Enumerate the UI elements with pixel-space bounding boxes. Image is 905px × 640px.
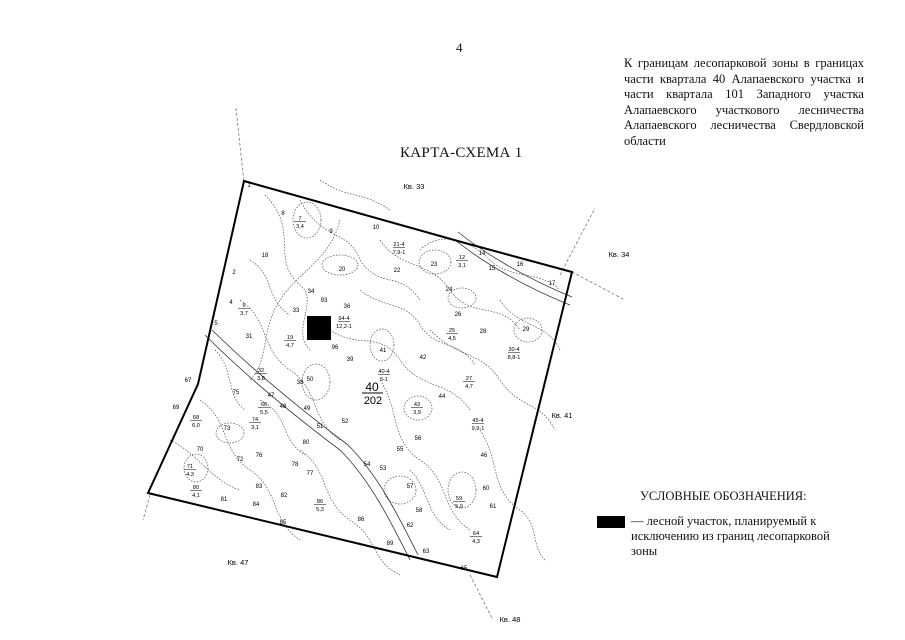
- plot-fraction-den: 4,3: [472, 539, 480, 545]
- excluded-forest-plot: [307, 316, 331, 340]
- plot-fraction-num: 68: [192, 415, 200, 421]
- plot-number: 84: [252, 502, 260, 508]
- plot-number: 72: [236, 457, 244, 463]
- plot-fraction-num: 64: [472, 531, 480, 537]
- plot-fraction-den: 5-1: [379, 377, 389, 383]
- plot-fraction-num: 94-4: [338, 316, 350, 322]
- plot-fraction-den: 9,9-1: [471, 426, 485, 432]
- plot-number: 1: [247, 183, 251, 189]
- plot-fraction-den: 4,7: [286, 343, 294, 349]
- plot-number: 26: [454, 312, 462, 318]
- plot-fraction-den: 3,8: [257, 376, 265, 382]
- plot-number: 50: [306, 377, 314, 383]
- plot-number: 53: [379, 466, 387, 472]
- legend-swatch: [597, 516, 625, 528]
- plot-number: 89: [386, 541, 394, 547]
- plot-fraction-den: 12,2-1: [336, 324, 352, 330]
- plot-number: 31: [245, 334, 253, 340]
- plot-number: 16: [516, 262, 524, 268]
- plot-number: 2: [232, 270, 236, 276]
- plot-number: 75: [232, 390, 240, 396]
- neighbor-quarter-label: Кв. 48: [499, 615, 521, 624]
- plot-number: 61: [489, 504, 497, 510]
- plot-number: 5: [214, 321, 218, 327]
- plot-number: 78: [291, 462, 299, 468]
- plot-number: 15: [488, 266, 496, 272]
- plot-number: 9: [329, 229, 333, 235]
- plot-fraction-den: 8,8-1: [507, 355, 521, 361]
- plot-number: 58: [415, 508, 423, 514]
- map-title: КАРТА-СХЕМА 1: [400, 145, 523, 161]
- plot-fraction-den: 7,9-1: [392, 250, 406, 256]
- plot-fraction-den: 3,1: [458, 263, 466, 269]
- plot-number: 46: [480, 453, 488, 459]
- plot-fraction-den: 4,3: [186, 472, 194, 478]
- plot-number: 34: [307, 289, 315, 295]
- plot-number: 23: [430, 262, 438, 268]
- plot-fraction-num: 6: [242, 303, 246, 309]
- plot-number: 77: [306, 471, 314, 477]
- plot-number: 69: [172, 405, 180, 411]
- plot-fraction-num: 25: [448, 328, 456, 334]
- plot-fraction-den: 4,7: [465, 384, 473, 390]
- plot-fraction-num: 27: [465, 376, 473, 382]
- plot-number: 48: [279, 404, 287, 410]
- plot-number: 47: [267, 393, 275, 399]
- plot-fraction-num: 80: [192, 485, 200, 491]
- plot-number: 38: [296, 380, 304, 386]
- plot-number: 17: [548, 281, 556, 287]
- legend-title: УСЛОВНЫЕ ОБОЗНАЧЕНИЯ:: [640, 489, 807, 503]
- plot-number: 82: [280, 493, 288, 499]
- plot-fraction-num: 43: [413, 402, 421, 408]
- plot-number: 67: [184, 378, 192, 384]
- plot-number: 93: [320, 298, 328, 304]
- plot-number: 24: [445, 287, 453, 293]
- quarter-area: 202: [363, 395, 383, 407]
- plot-number: 70: [196, 447, 204, 453]
- plot-number: 63: [422, 549, 430, 555]
- plot-fraction-num: 71: [186, 464, 194, 470]
- plot-number: 51: [316, 424, 324, 430]
- plot-number: 96: [331, 345, 339, 351]
- plot-fraction-den: 5,3: [316, 507, 324, 513]
- plot-fraction-num: 32: [257, 368, 265, 374]
- plot-fraction-den: 5,9: [455, 504, 463, 510]
- plot-fraction-den: 4,1: [192, 493, 200, 499]
- plot-number: 60: [482, 486, 490, 492]
- plot-fraction-num: 19: [286, 335, 294, 341]
- plot-number: 73: [223, 426, 231, 432]
- neighbor-labels: [228, 182, 630, 624]
- plot-contours: [170, 180, 560, 575]
- plot-fraction-num: 40-4: [378, 369, 390, 375]
- plot-number: 4: [229, 300, 233, 306]
- plot-fraction-num: 59: [455, 496, 463, 502]
- plot-number: 42: [419, 355, 427, 361]
- plot-number: 29: [522, 327, 530, 333]
- plot-number: 83: [255, 484, 263, 490]
- plot-number: 56: [414, 436, 422, 442]
- plot-number: 57: [406, 484, 414, 490]
- plot-fraction-num: 7: [298, 216, 302, 222]
- plot-number: 8: [281, 211, 285, 217]
- plot-fraction-num: 45-4: [472, 418, 484, 424]
- plot-number: 20: [338, 267, 346, 273]
- plot-number: 52: [341, 419, 349, 425]
- plot-fraction-labels: [184, 216, 520, 545]
- plot-number: 85: [279, 520, 287, 526]
- plot-number: 36: [343, 304, 351, 310]
- header-text: К границам лесопарковой зоны в границах части квартала 40 Алапаевского участка и части квартала 101 Западного участка Алапаевского участкового лесничества Алапаевского лесничества Свердловской области: [624, 56, 864, 148]
- plot-number: 54: [363, 462, 371, 468]
- plot-fraction-den: 3,9: [413, 410, 421, 416]
- plot-fraction-den: 6,0: [192, 423, 200, 429]
- plot-fraction-den: 3,7: [240, 311, 248, 317]
- plot-number: 14: [478, 251, 486, 257]
- plot-fraction-den: 3,4: [296, 224, 304, 230]
- plot-number: 22: [393, 268, 401, 274]
- legend-item-text: — лесной участок, планируемый к исключению из границ лесопарковой зоны: [631, 514, 830, 558]
- plot-number: 49: [303, 406, 311, 412]
- plot-fraction-den: 3,1: [251, 425, 259, 431]
- plot-number: 76: [255, 453, 263, 459]
- neighbor-quarter-label: Кв. 47: [227, 558, 249, 567]
- plot-number: 44: [438, 394, 446, 400]
- plot-fraction-num: 66: [260, 402, 268, 408]
- plot-number: 33: [292, 308, 300, 314]
- plot-fraction-den: 4,5: [448, 336, 456, 342]
- neighbor-quarter-label: Кв. 41: [551, 411, 573, 420]
- plot-number: 65: [460, 566, 468, 572]
- plot-number: 39: [346, 357, 354, 363]
- neighbor-quarter-label: Кв. 34: [608, 250, 630, 259]
- page-number: 4: [456, 40, 463, 55]
- neighbor-quarter-label: Кв. 33: [403, 182, 425, 191]
- plot-fraction-num: 86: [316, 499, 324, 505]
- plot-fraction-num: 12: [458, 255, 466, 261]
- plot-fraction-num: 74: [251, 417, 259, 423]
- plot-fraction-num: 30-4: [508, 347, 520, 353]
- plot-fraction-num: 21-4: [393, 242, 405, 248]
- plot-number: 10: [372, 225, 380, 231]
- plot-number: 55: [396, 447, 404, 453]
- plot-number: 80: [302, 440, 310, 446]
- plot-fraction-den: 5,5: [260, 410, 268, 416]
- plot-number: 41: [379, 348, 387, 354]
- plot-number: 81: [220, 497, 228, 503]
- plot-number: 62: [406, 523, 414, 529]
- boundary-extensions: [143, 108, 625, 620]
- quarter-number: 40: [365, 380, 379, 394]
- plot-number: 28: [479, 329, 487, 335]
- plot-number: 18: [261, 253, 269, 259]
- plot-number: 86: [357, 517, 365, 523]
